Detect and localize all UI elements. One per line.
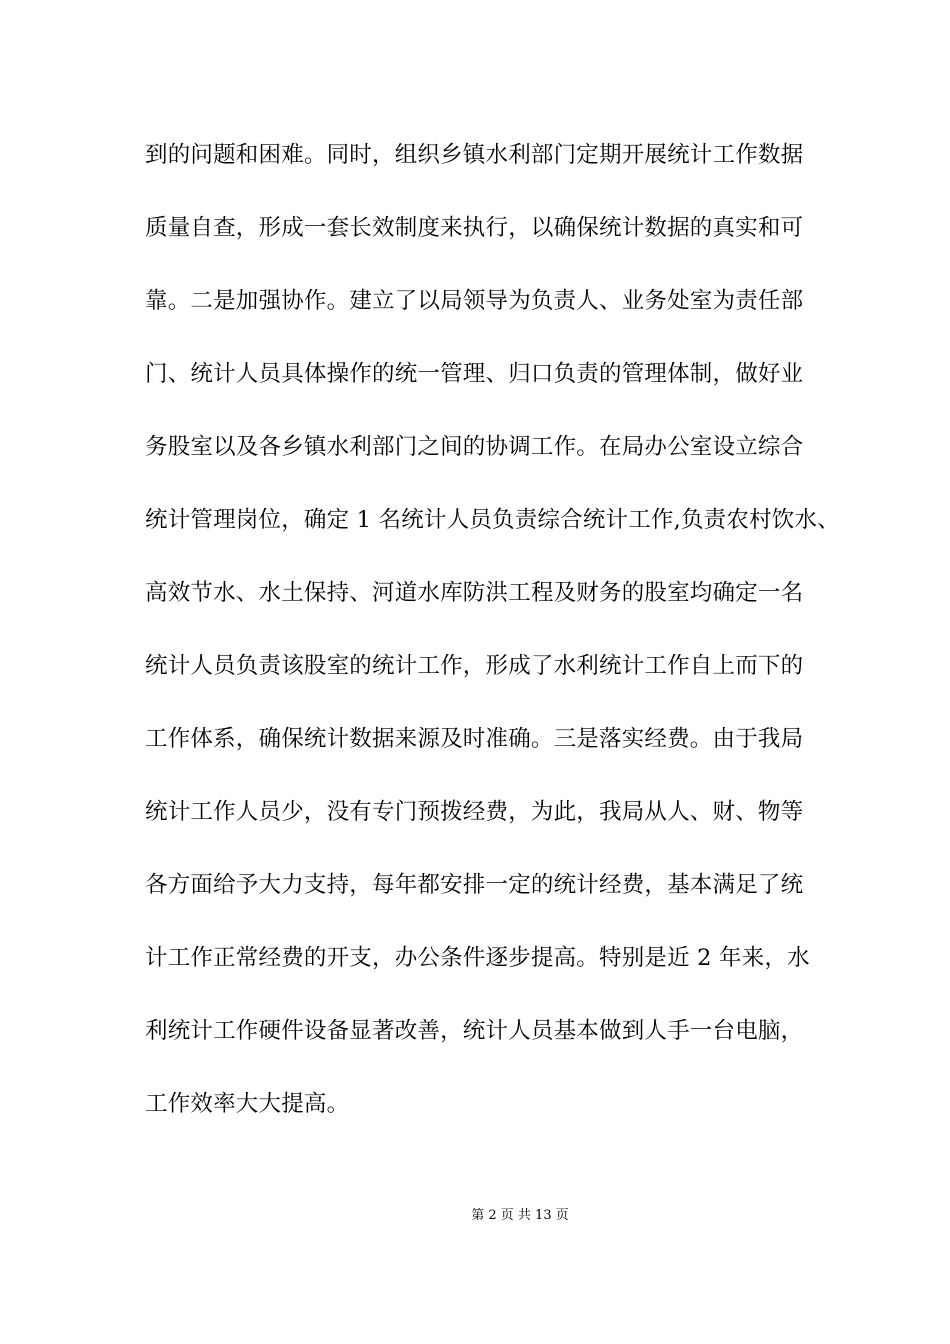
body-text-line: 计工作正常经费的开支，办公条件逐步提高。特别是近 2 年来，水 xyxy=(145,945,810,971)
body-text-line: 各方面给予大力支持，每年都安排一定的统计经费，基本满足了统 xyxy=(145,872,804,898)
body-text-line: 靠。二是加强协作。建立了以局领导为负责人、业务处室为责任部 xyxy=(145,288,804,314)
body-text-line: 务股室以及各乡镇水利部门之间的协调工作。在局办公室设立综合 xyxy=(145,434,804,460)
body-text-line: 工作效率大大提高。 xyxy=(145,1091,350,1117)
body-text-line: 质量自查，形成一套长效制度来执行，以确保统计数据的真实和可 xyxy=(145,215,804,241)
body-text-line: 高效节水、水土保持、河道水库防洪工程及财务的股室均确定一名 xyxy=(145,580,804,606)
body-text-line: 利统计工作硬件设备显著改善，统计人员基本做到人手一台电脑， xyxy=(145,1018,804,1044)
body-text-line: 统计人员负责该股室的统计工作，形成了水利统计工作自上而下的 xyxy=(145,653,804,679)
body-text-line: 工作体系，确保统计数据来源及时准确。三是落实经费。由于我局 xyxy=(145,726,804,752)
body-text-line: 门、统计人员具体操作的统一管理、归口负责的管理体制，做好业 xyxy=(145,361,804,387)
body-text-line: 到的问题和困难。同时，组织乡镇水利部门定期开展统计工作数据 xyxy=(145,142,804,168)
page-number-footer: 第 2 页 共 13 页 xyxy=(471,1208,569,1223)
body-text-line: 统计工作人员少，没有专门预拨经费，为此，我局从人、财、物等 xyxy=(145,799,804,825)
body-text-line: 统计管理岗位，确定 1 名统计人员负责综合统计工作,负责农村饮水、 xyxy=(145,507,840,533)
